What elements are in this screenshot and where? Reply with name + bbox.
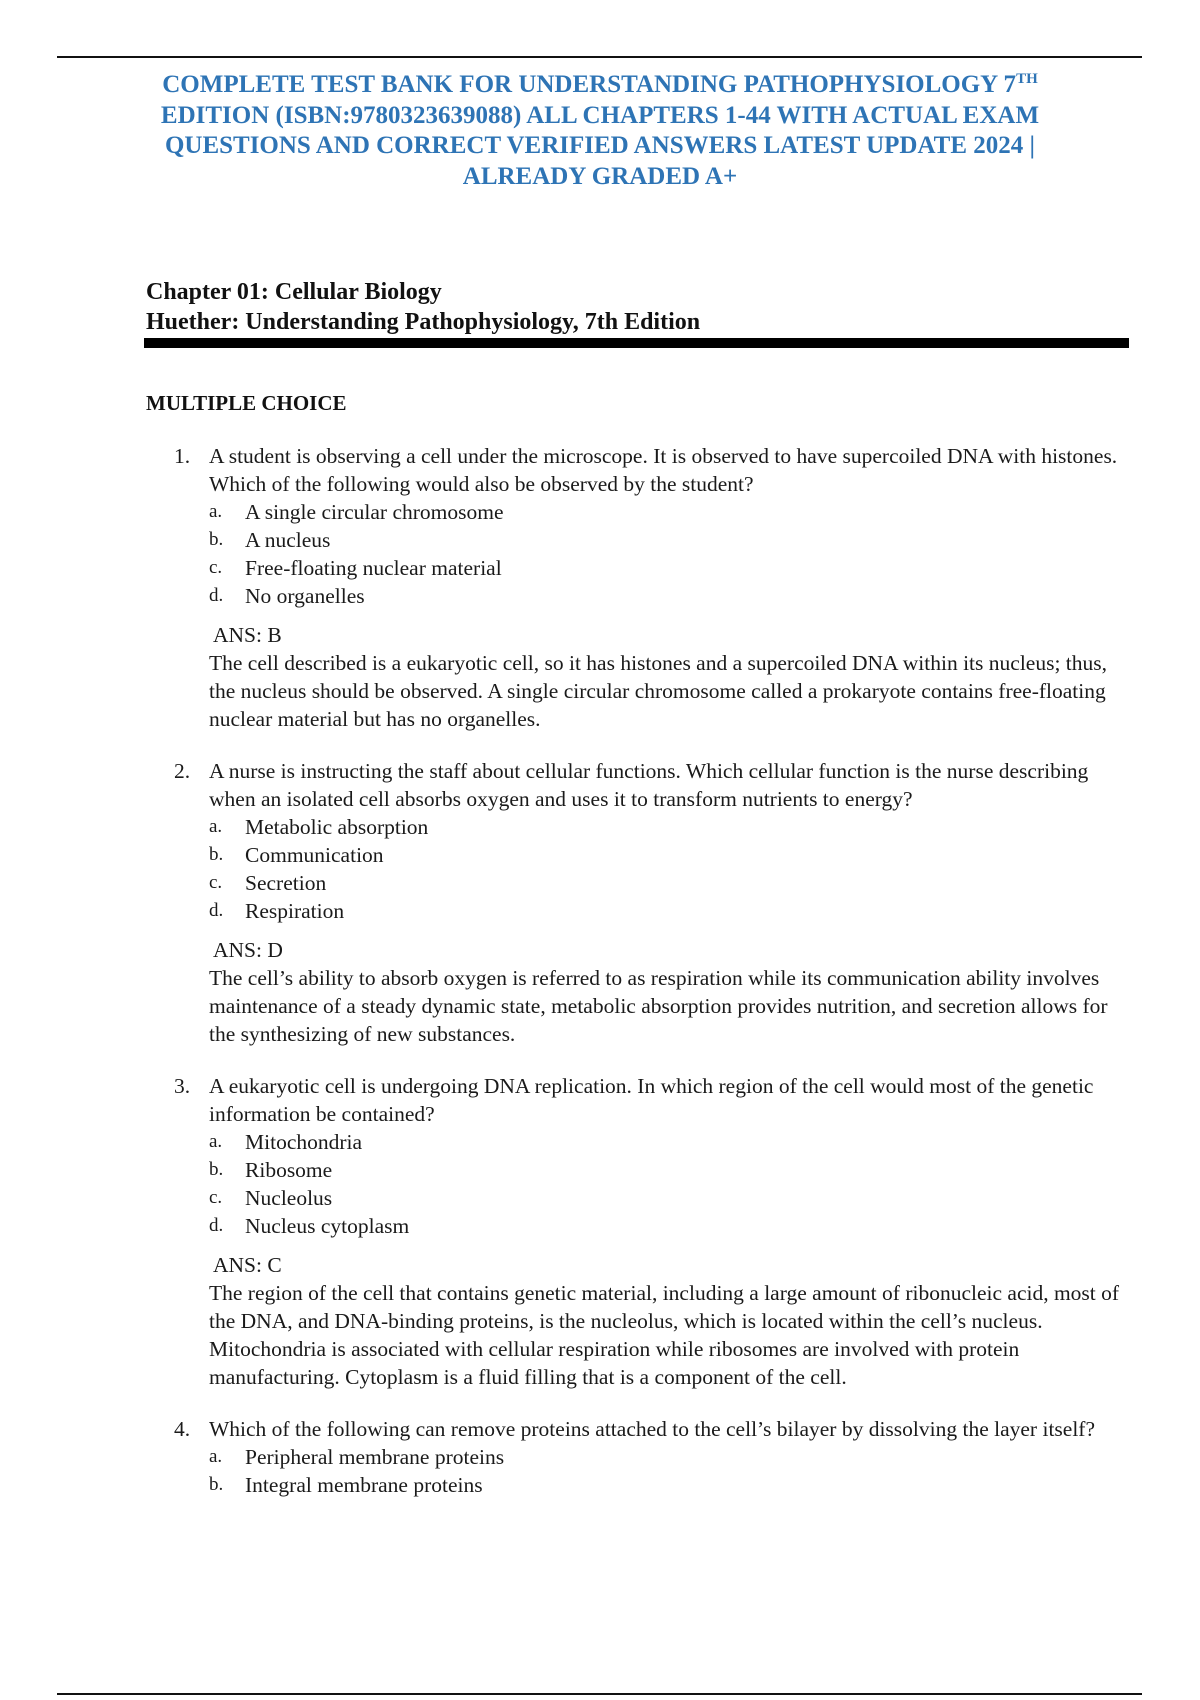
top-divider — [57, 56, 1142, 58]
answer-option — [209, 1128, 1136, 1156]
option-letter: c. — [209, 872, 223, 893]
question-item — [146, 757, 1136, 1048]
answer-option — [209, 841, 1136, 869]
option-text: Ribosome — [245, 1158, 333, 1182]
answer-option — [209, 554, 1136, 582]
option-letter: b. — [209, 844, 224, 865]
answer-option — [209, 897, 1136, 925]
answer-option — [209, 1184, 1136, 1212]
bottom-divider — [57, 1693, 1142, 1695]
option-list — [209, 813, 1136, 925]
title-part-2: EDITION (ISBN:9780323639088) ALL CHAPTERS 1-44 WITH ACTUAL EXAM QUESTIONS AND CORRECT VERIFIED ANSWERS LATEST UPDATE 2024 | ALREADY GRADED A+ — [160, 101, 1040, 190]
answer-option — [209, 1156, 1136, 1184]
question-body — [209, 1072, 1136, 1391]
answer-option — [209, 1212, 1136, 1240]
question-body — [209, 442, 1136, 733]
question-item — [146, 442, 1136, 733]
option-text: Secretion — [245, 871, 327, 895]
question-text: A nurse is instructing the staff about cellular functions. Which cellular function is the nurse describing when an isolated cell absorbs oxygen and uses it to transform nutrients to energy? — [209, 759, 1089, 811]
option-list — [209, 1443, 1136, 1499]
option-letter: b. — [209, 529, 224, 550]
question-text: A student is observing a cell under the microscope. It is observed to have supercoiled DNA with histones. Which of the following would also be observed by the student? — [209, 444, 1118, 496]
option-letter: b. — [209, 1474, 224, 1495]
answer-option — [209, 498, 1136, 526]
option-text: Peripheral membrane proteins — [245, 1445, 505, 1469]
option-text: Metabolic absorption — [245, 815, 429, 839]
section-label: MULTIPLE CHOICE — [146, 391, 347, 415]
answer-rationale: The region of the cell that contains genetic material, including a large amount of ribonucleic acid, most of the DNA, and DNA-binding proteins, is the nucleolus, which is located within the cell’s nucleus. Mitochondria is associated with cellular respiration while ribosomes are involved with protein manufacturing. Cytoplasm is a fluid filling that is a component of the cell. — [209, 1281, 1120, 1389]
option-text: A nucleus — [245, 528, 331, 552]
answer-option — [209, 813, 1136, 841]
answer-block — [209, 1251, 1136, 1391]
option-letter: d. — [209, 585, 224, 606]
option-letter: d. — [209, 1215, 224, 1236]
answer-rationale: The cell’s ability to absorb oxygen is referred to as respiration while its communication ability involves maintenance of a steady dynamic state, metabolic absorption provides nutrition, and secretion allows for the synthesizing of new substances. — [209, 966, 1108, 1046]
option-letter: a. — [209, 501, 223, 522]
question-number: 1. — [174, 444, 191, 468]
option-letter: c. — [209, 1187, 223, 1208]
option-list — [209, 498, 1136, 610]
option-letter: a. — [209, 1131, 223, 1152]
answer-rationale: The cell described is a eukaryotic cell, so it has histones and a supercoiled DNA within its nucleus; thus, the nucleus should be observed. A single circular chromosome called a prokaryote contains free-floating nuclear material but has no organelles. — [209, 651, 1108, 731]
answer-option — [209, 1471, 1136, 1499]
answer-key: ANS: C — [213, 1253, 282, 1277]
document-title — [130, 70, 1070, 192]
option-list — [209, 1128, 1136, 1240]
question-body — [209, 757, 1136, 1048]
answer-option — [209, 869, 1136, 897]
option-letter: a. — [209, 1446, 223, 1467]
chapter-heading: Chapter 01: Cellular Biology — [146, 279, 442, 305]
option-text: Nucleus cytoplasm — [245, 1214, 410, 1238]
answer-option — [209, 1443, 1136, 1471]
option-text: Integral membrane proteins — [245, 1473, 483, 1497]
option-text: Respiration — [245, 899, 345, 923]
option-text: Free-floating nuclear material — [245, 556, 502, 580]
answer-key: ANS: B — [213, 623, 282, 647]
title-superscript: TH — [1016, 71, 1038, 87]
option-letter: b. — [209, 1159, 224, 1180]
question-body — [209, 1415, 1136, 1499]
option-text: No organelles — [245, 584, 365, 608]
answer-option — [209, 582, 1136, 610]
question-list — [146, 442, 1136, 1523]
answer-block — [209, 621, 1136, 733]
option-text: Mitochondria — [245, 1130, 363, 1154]
chapter-divider — [144, 338, 1129, 348]
option-letter: c. — [209, 557, 223, 578]
question-item — [146, 1415, 1136, 1499]
option-letter: d. — [209, 900, 224, 921]
option-text: Nucleolus — [245, 1186, 333, 1210]
question-number: 4. — [174, 1417, 191, 1441]
question-item — [146, 1072, 1136, 1391]
answer-option — [209, 526, 1136, 554]
answer-key: ANS: D — [213, 938, 283, 962]
question-text: A eukaryotic cell is undergoing DNA replication. In which region of the cell would most of the genetic information be contained? — [209, 1074, 1094, 1126]
option-letter: a. — [209, 816, 223, 837]
question-text: Which of the following can remove proteins attached to the cell’s bilayer by dissolving the layer itself? — [209, 1417, 1096, 1441]
book-heading: Huether: Understanding Pathophysiology, 7th Edition — [146, 309, 701, 335]
answer-block — [209, 936, 1136, 1048]
question-number: 2. — [174, 759, 191, 783]
option-text: A single circular chromosome — [245, 500, 504, 524]
title-part-1: COMPLETE TEST BANK FOR UNDERSTANDING PATHOPHYSIOLOGY 7 — [162, 71, 1017, 98]
option-text: Communication — [245, 843, 384, 867]
chapter-header — [146, 277, 700, 337]
question-number: 3. — [174, 1074, 191, 1098]
